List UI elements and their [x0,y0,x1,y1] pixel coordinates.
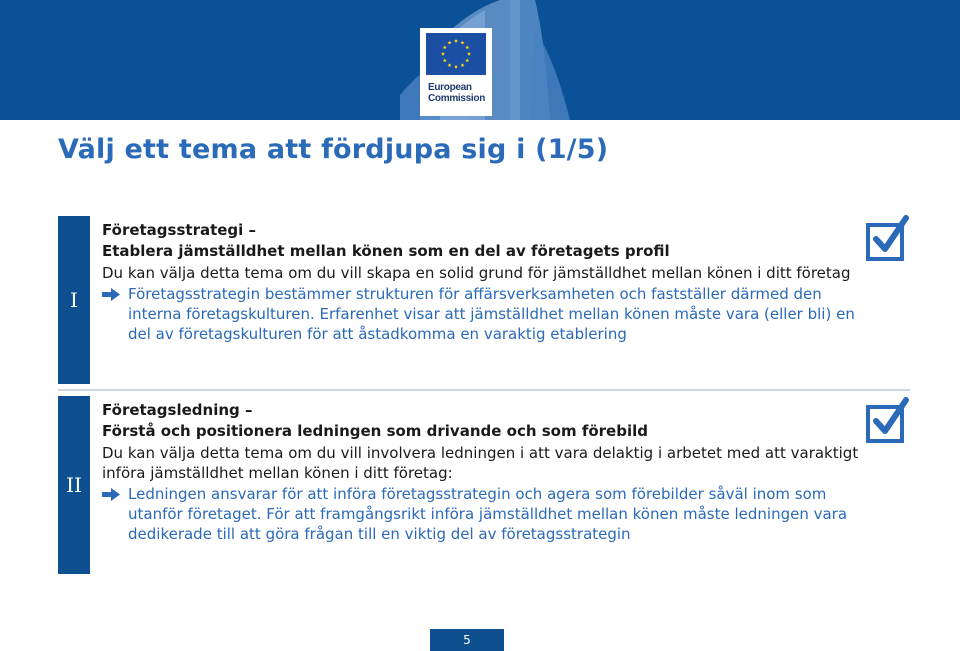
section-heading: Företagsledning – [102,401,253,419]
section-bullet [102,284,872,344]
section-intro: Du kan välja detta tema om du vill skapa en solid grund för jämställdhet mellan könen i ditt företag [102,264,851,282]
section-subheading: Etablera jämställdhet mellan könen som en del av företagets profil [102,242,670,260]
page-title: Välj ett tema att fördjupa sig i (1/5) [58,134,609,165]
arrow-right-icon [102,288,120,301]
section-numeral: II [58,396,90,574]
section-subheading: Förstå och positionera ledningen som drivande och som förebild [102,422,648,440]
bullet-text: Ledningen ansvarar för att införa företagsstrategin och agera som förebilder såväl inom som utanför företaget. För att framgångsrikt införa jämställdhet mellan könen måste ledningen vara dedikerade till att göra frågan till en viktig del av företagsstrategin [128,485,848,543]
checkbox-checked-icon[interactable] [866,397,910,443]
theme-section-1 [58,216,918,384]
eu-flag-icon [426,33,486,75]
bullet-text: Företagsstrategin bestämmer strukturen för affärsverksamheten och fastställer därmed den interna företagskulturen. Erfarenhet visar att jämställdhet mellan könen måste vara (eller bli) en del av företagskulturen för att åstadkomma en varaktig etablering [128,285,855,343]
section-content [102,220,872,344]
section-intro: Du kan välja detta tema om du vill involvera ledningen i att vara delaktig i arbetet med att varaktigt införa jämställdhet mellan könen i ditt företag: [102,444,859,482]
page-number: 5 [430,629,504,651]
logo-line-1: European [428,82,472,93]
section-numeral: I [58,216,90,384]
logo-line-2: Commission [428,93,486,104]
section-heading: Företagsstrategi – [102,221,257,239]
european-commission-logo [420,28,492,116]
section-content [102,400,872,544]
arrow-right-icon [102,488,120,501]
checkbox-checked-icon[interactable] [866,215,910,261]
theme-section-2 [58,396,918,574]
header-banner [0,0,960,120]
logo-wordmark [428,82,492,104]
section-divider [58,389,910,391]
section-bullet [102,484,872,544]
